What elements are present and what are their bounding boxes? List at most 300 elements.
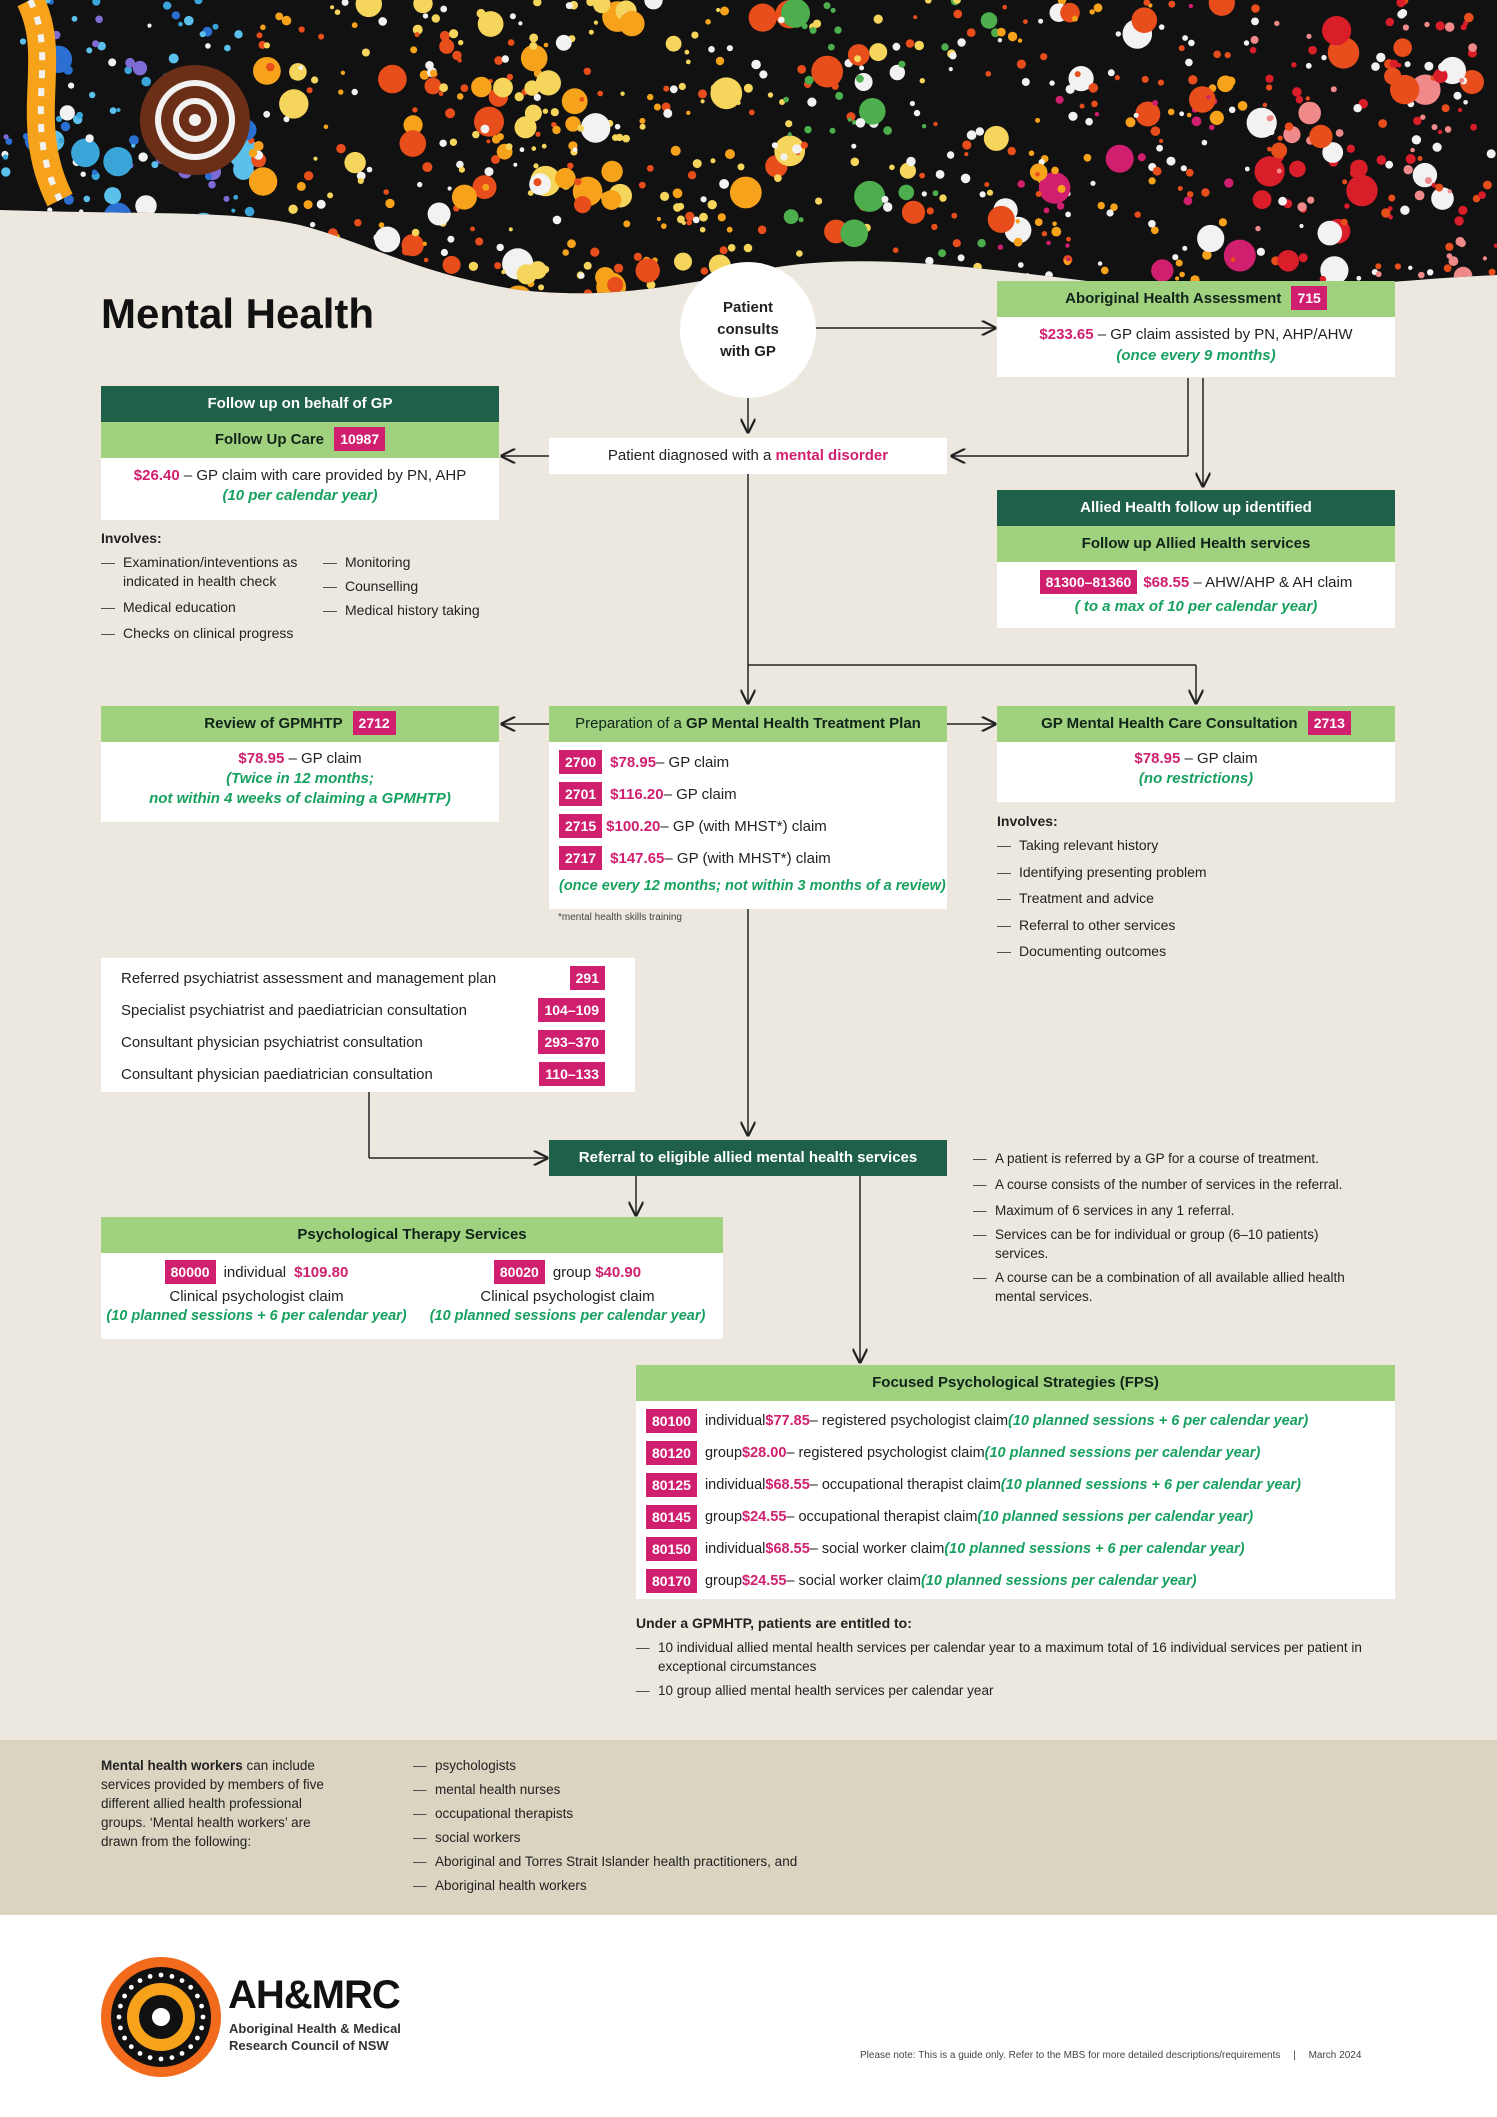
dot (774, 174, 782, 182)
dot (788, 132, 792, 136)
fps-price: $68.55 (765, 1477, 810, 1493)
item-code: 2717 (559, 846, 602, 870)
dot (840, 220, 868, 248)
list-item: — Checks on clinical progress (101, 624, 316, 643)
dot (977, 239, 985, 247)
dot (1470, 124, 1477, 131)
logo-dot (138, 1978, 143, 1983)
review-gpmhtp-box (101, 706, 499, 822)
dot (1393, 38, 1412, 57)
logo-dot (118, 2004, 123, 2009)
dot (926, 263, 934, 271)
dot (705, 19, 711, 25)
aha-note: (once every 9 months) (1116, 347, 1276, 364)
dot (335, 9, 341, 15)
plan-item-row (559, 746, 937, 778)
dot (1101, 267, 1109, 275)
dot (1159, 139, 1163, 143)
dot (1231, 257, 1236, 262)
list-item: — Taking relevant history (997, 836, 1357, 855)
dot (900, 296, 905, 301)
dot (486, 139, 490, 143)
dot (1138, 153, 1146, 161)
dot (799, 217, 804, 222)
dot (275, 13, 283, 21)
dot (1080, 104, 1085, 109)
dot (768, 92, 773, 97)
list-item: — Documenting outcomes (997, 942, 1357, 961)
dot (556, 35, 572, 51)
dot (758, 226, 767, 235)
dot (1058, 185, 1066, 193)
fps-type: individual (704, 1413, 766, 1429)
treatment-plan-box (549, 706, 947, 909)
item-code: 293–370 (538, 1030, 605, 1054)
dot (165, 265, 173, 273)
dot (953, 10, 962, 19)
dot (727, 227, 733, 233)
dot (1035, 118, 1040, 123)
fps-type: individual (704, 1541, 766, 1557)
dot (710, 77, 742, 109)
dot (1008, 32, 1017, 41)
dot (1277, 250, 1299, 272)
specialist-row (121, 994, 635, 1026)
dot (1425, 177, 1432, 184)
dot (859, 65, 864, 70)
dot (560, 297, 565, 302)
dot (13, 231, 23, 241)
dot (749, 4, 777, 32)
dot (848, 44, 870, 66)
fps-note: (10 planned sessions per calendar year) (977, 1509, 1254, 1525)
list-item: — Aboriginal health workers (413, 1876, 913, 1895)
dot (1253, 190, 1272, 209)
dot (1376, 53, 1385, 62)
dot (0, 284, 12, 300)
follow-up-gp-header: Follow up on behalf of GP (101, 386, 499, 422)
dot (854, 181, 885, 212)
dot (86, 47, 92, 53)
dot (1126, 117, 1136, 127)
dot (1098, 202, 1105, 209)
dot (1065, 243, 1069, 247)
dot (772, 142, 778, 148)
dot (567, 239, 576, 248)
dot (719, 179, 729, 189)
dot (402, 247, 411, 256)
logo-dot (159, 1973, 164, 1978)
dot (1030, 164, 1048, 182)
dot (686, 220, 692, 226)
pts-role: Clinical psychologist claim (169, 1288, 344, 1305)
dot (811, 56, 843, 88)
dot (1152, 100, 1158, 106)
dot (780, 153, 787, 160)
dot (1040, 53, 1047, 60)
dot (708, 46, 715, 53)
dot (1250, 47, 1257, 54)
dot (104, 187, 121, 204)
dot (1378, 119, 1387, 128)
fps-desc: – registered psychologist claim (809, 1413, 1009, 1429)
dot (299, 26, 305, 32)
plan-item-row (559, 778, 937, 810)
dot (1151, 126, 1161, 136)
dot (657, 217, 661, 221)
care-consultation-box (997, 706, 1395, 802)
dot (589, 30, 594, 35)
dot (553, 216, 562, 225)
dot (1151, 259, 1173, 281)
dot (1017, 60, 1026, 69)
dot (810, 27, 817, 34)
dot (1308, 46, 1317, 55)
dot (1424, 62, 1433, 71)
dot (620, 92, 624, 96)
dot (1371, 62, 1380, 71)
dot (834, 26, 841, 33)
list-item: — Identifying presenting problem (997, 863, 1357, 882)
allied-follow-price: $68.55 (1143, 574, 1190, 591)
dot (562, 88, 588, 114)
dot (1376, 271, 1382, 277)
fps-header: Focused Psychological Strategies (FPS) (636, 1365, 1395, 1401)
logo-line-1: Aboriginal Health & Medical (229, 2021, 401, 2036)
dot (1395, 263, 1401, 269)
dot (252, 243, 261, 252)
dot (1289, 161, 1306, 178)
dot (1178, 186, 1183, 191)
dot (1306, 96, 1310, 100)
dot (584, 262, 592, 270)
dot (1016, 219, 1020, 223)
dot (1072, 16, 1078, 22)
dot (951, 213, 957, 219)
dot (1458, 206, 1467, 215)
dot (3, 154, 8, 159)
dot (1384, 68, 1401, 85)
logo-dot (188, 1985, 193, 1990)
dot (815, 198, 822, 205)
dot (1245, 167, 1250, 172)
list-item: — social workers (413, 1828, 913, 1847)
dot (997, 28, 1006, 37)
dot (1344, 203, 1349, 208)
dot (913, 15, 917, 19)
follow-up-desc: – GP claim with care provided by PN, AHP (179, 467, 467, 484)
dot (883, 202, 892, 211)
item-code: 2712 (353, 711, 396, 735)
dot (1478, 191, 1486, 199)
dot (1184, 196, 1193, 205)
dot (358, 178, 364, 184)
dot (785, 120, 792, 127)
dot (147, 24, 151, 28)
dot (184, 16, 194, 26)
dot (1045, 271, 1053, 279)
dot (344, 152, 365, 173)
dot (95, 15, 103, 23)
dot (72, 233, 81, 242)
dot (807, 98, 816, 107)
dot (1158, 80, 1164, 86)
dot (1182, 246, 1187, 251)
dot (686, 60, 691, 65)
plan-item-row (559, 810, 937, 842)
fps-note: (10 planned sessions per calendar year) (984, 1445, 1261, 1461)
dot (141, 77, 151, 87)
logo-dot (148, 2055, 153, 2060)
dot (524, 80, 539, 95)
dot (1386, 18, 1394, 26)
dot (1095, 112, 1099, 116)
fps-desc: – social worker claim (809, 1541, 945, 1557)
dot (933, 122, 937, 126)
dot (192, 213, 215, 236)
dot (510, 13, 516, 19)
dot (1436, 291, 1440, 295)
dot (330, 5, 334, 9)
dot (452, 51, 461, 60)
dot (716, 8, 720, 12)
dot (245, 207, 255, 217)
specialist-row (121, 962, 635, 994)
dot (1202, 140, 1208, 146)
dot (720, 7, 729, 16)
dot (639, 182, 646, 189)
dot (673, 203, 682, 212)
dot (616, 134, 623, 141)
dot (367, 167, 373, 173)
dot (1042, 231, 1047, 236)
dot (1257, 248, 1265, 256)
dot (1149, 177, 1156, 184)
dot (749, 110, 755, 116)
logo-dot (180, 1978, 185, 1983)
dot (1445, 126, 1452, 133)
dot (751, 60, 761, 70)
dot (1226, 77, 1236, 87)
dot (666, 36, 682, 52)
dot (998, 245, 1003, 250)
dot (1399, 9, 1407, 17)
dot (383, 189, 389, 195)
dot (906, 39, 915, 48)
dot (1044, 208, 1050, 214)
dot (573, 147, 578, 152)
dot (430, 70, 437, 77)
dot (893, 43, 901, 51)
dot (1189, 86, 1216, 113)
dot (511, 303, 521, 313)
dot (279, 89, 308, 118)
pts-group (412, 1257, 723, 1324)
dot (231, 209, 235, 213)
dot (194, 261, 215, 282)
dot (536, 132, 541, 137)
dot (1192, 116, 1202, 126)
dot (1307, 197, 1314, 204)
dot (1375, 263, 1381, 269)
dot (1341, 219, 1348, 226)
dot (725, 149, 735, 159)
date: March 2024 (1308, 2050, 1362, 2061)
dot (987, 190, 993, 196)
fps-row (646, 1437, 1385, 1469)
dot (439, 39, 454, 54)
logo-dot (138, 2051, 143, 2056)
dot (297, 182, 306, 191)
logo-dot (129, 2044, 134, 2049)
dot (718, 213, 726, 221)
dot (933, 190, 939, 196)
dot (1051, 227, 1061, 237)
dot (581, 113, 611, 143)
workers-list (413, 1756, 913, 1902)
dot (1433, 143, 1442, 152)
item-code: 2700 (559, 750, 602, 774)
dot (79, 209, 84, 214)
dot (654, 104, 661, 111)
dot (1185, 59, 1193, 67)
dot (508, 39, 515, 46)
dot (1458, 239, 1466, 247)
logo-dot (118, 2026, 123, 2031)
fps-note: (10 planned sessions per calendar year) (920, 1573, 1197, 1589)
dot (538, 284, 544, 290)
consult-title: GP Mental Health Care Consultation (1041, 715, 1298, 732)
list-item: — A course can be a combination of all available allied health mental services. (973, 1268, 1373, 1306)
dot (574, 178, 581, 185)
dot (47, 207, 52, 212)
dot (178, 22, 183, 27)
consult-price: $78.95 (1134, 750, 1181, 767)
diagnosis-highlight: mental disorder (775, 447, 889, 464)
treatment-plan-header (549, 706, 947, 742)
dot (408, 288, 413, 293)
dot (711, 158, 716, 163)
dot (159, 266, 165, 272)
dot (639, 118, 645, 124)
dot (1265, 75, 1273, 83)
dot (1432, 124, 1438, 130)
dot (1483, 256, 1487, 260)
fps-row (646, 1405, 1385, 1437)
aha-desc: – GP claim assisted by PN, AHP/AHW (1093, 326, 1353, 343)
dot (502, 55, 509, 62)
logo-dot (199, 2004, 204, 2009)
dot (1224, 178, 1233, 187)
dot (700, 227, 706, 233)
dot (1229, 107, 1236, 114)
dot (1056, 96, 1064, 104)
dot (1142, 76, 1149, 83)
dot (443, 256, 461, 274)
list-item: — Monitoring (323, 553, 503, 572)
dot (415, 32, 420, 37)
dot (813, 20, 821, 28)
dot (81, 172, 86, 177)
fps-type: group (704, 1509, 743, 1525)
dot (385, 199, 394, 208)
logo-dot (195, 2036, 200, 2041)
dot (1014, 238, 1023, 247)
dot (30, 217, 39, 226)
dot (949, 52, 956, 59)
dot (542, 144, 547, 149)
item-code: 291 (570, 966, 605, 990)
dot (169, 54, 179, 64)
dot (544, 43, 549, 48)
dot (249, 167, 277, 195)
dot (1388, 195, 1395, 202)
dot (1168, 1, 1175, 8)
dot (205, 43, 211, 49)
disclaimer: Please note: This is a guide only. Refer to the MBS for more detailed descriptions/requirements (860, 2050, 1281, 2061)
dot (914, 41, 924, 51)
dot (135, 215, 145, 225)
dot (1292, 87, 1302, 97)
dot (427, 295, 436, 304)
dot (410, 272, 415, 277)
dot (801, 142, 808, 149)
dot (458, 40, 463, 45)
dot (1442, 104, 1450, 112)
dot (482, 184, 489, 191)
dot (452, 185, 477, 210)
dot (1135, 211, 1141, 217)
dot (77, 296, 86, 305)
consult-header (997, 706, 1395, 742)
dot (1461, 24, 1467, 30)
dot (830, 128, 836, 134)
dot (727, 45, 733, 51)
fps-price: $24.55 (742, 1573, 787, 1589)
dot (1176, 260, 1183, 267)
dot (89, 92, 95, 98)
dot (412, 107, 417, 112)
dot (1247, 108, 1277, 138)
dot (976, 127, 984, 135)
dot (1172, 254, 1178, 260)
mental-health-workers-band (0, 1740, 1497, 1915)
dot (663, 86, 669, 92)
pts-price: $109.80 (294, 1263, 349, 1281)
dot (1179, 45, 1185, 51)
dot (135, 195, 156, 216)
dot (622, 135, 630, 143)
referral-notes-list (973, 1149, 1373, 1313)
dot (580, 97, 585, 102)
dot (988, 206, 1015, 233)
dot (1336, 129, 1344, 137)
workers-text: can include services provided by members of five different allied health professional groups. ‘Mental health workers’ are drawn from the following: (101, 1758, 324, 1849)
dot (525, 306, 530, 311)
dot (425, 78, 442, 95)
pts-role: Clinical psychologist claim (480, 1288, 655, 1305)
dot (288, 205, 297, 214)
dot (967, 130, 977, 140)
dot (686, 111, 690, 115)
dot (450, 139, 457, 146)
dot (289, 63, 307, 81)
dot (663, 289, 669, 295)
plan-item-price: $78.95 (610, 753, 657, 771)
dot (1167, 157, 1176, 166)
dot (619, 11, 644, 36)
fps-row (646, 1533, 1385, 1565)
